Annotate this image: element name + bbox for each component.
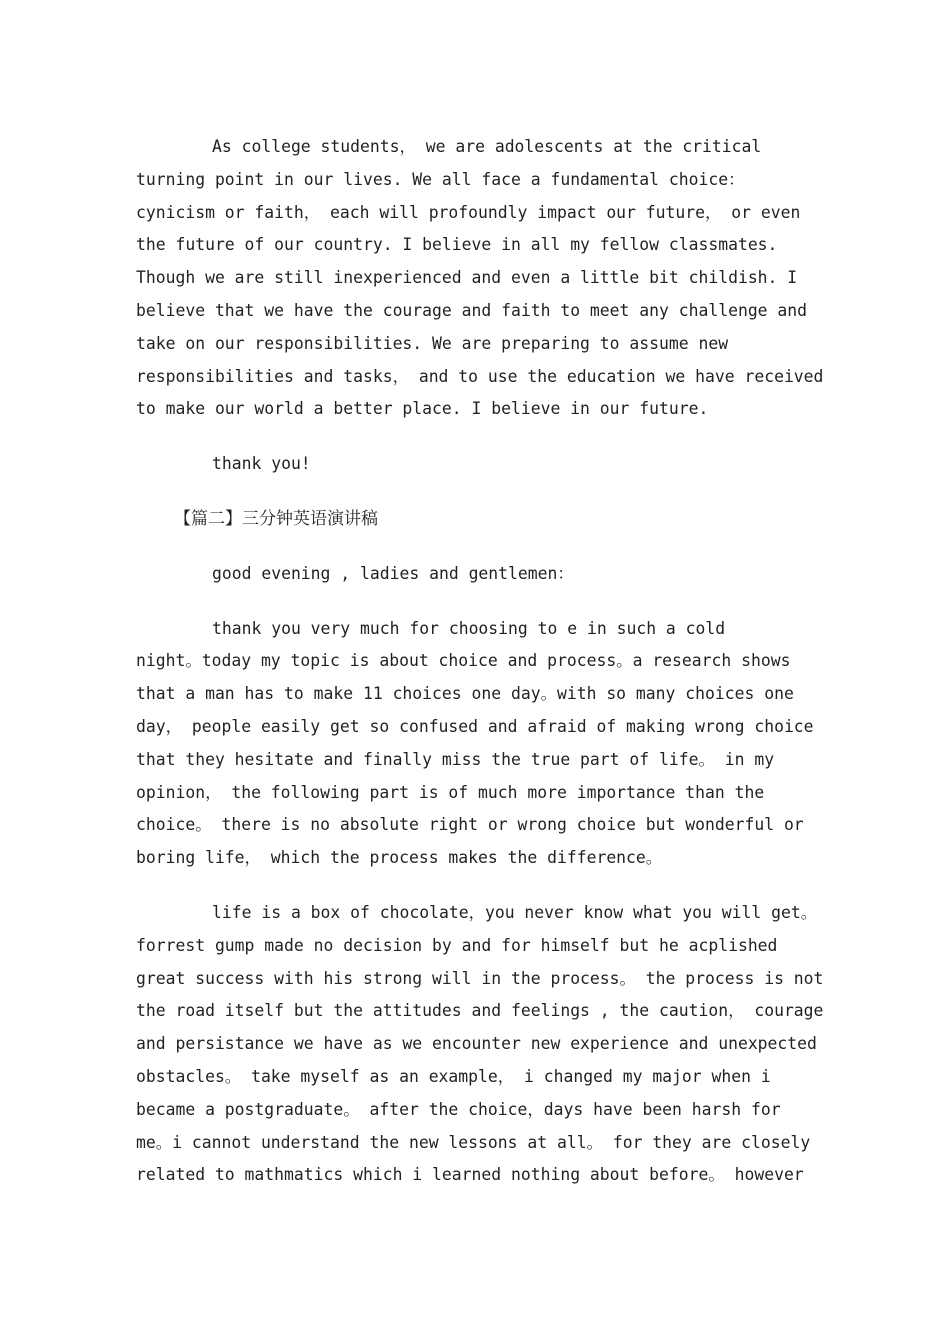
paragraph-choice-and-process: thank you very much for choosing to e in such a cold night。today my topic is about choice and process。a research shows that a man has to make 11 choices one day。with so many choices one day， people easily get so confused and afraid of making wrong choice that they hesitate and finally miss the true part of life。 in my opinion， the following part is of much more importance than the choice。 there is no absolute right or wrong choice but wonderful or boring life， which the process makes the difference。 xyxy=(136,618,814,868)
paragraph-thank-you: thank you! xyxy=(212,454,311,474)
paragraph-college-students: As college students， we are adolescents at the critical turning point in our lives. We all face a fundamental choice： cynicism or faith， each will profoundly impact our future， or even the future of our country. I believe in all my fellow classmates. Though we are still inexperienced and even a little bit childish. I believe that we have the courage and faith to meet any challenge and take on our responsibilities. We are preparing to assume new responsibilities and tasks， and to use the education we have received to make our world a better place. I believe in our future. xyxy=(136,137,824,419)
paragraph-greeting: good evening , ladies and gentlemen： xyxy=(212,563,574,583)
paragraph-box-of-chocolate: life is a box of chocolate，you never know what you will get。 forrest gump made no decision by and for himself but he acplished great success with his strong will in the process。 the process is not the road itself but the attitudes and feelings , the caution， courage and persistance we have as we encounter new experience and unexpected obstacles。 take myself as an example， i changed my major when i became a postgraduate。 after the choice，days have been harsh for me。i cannot understand the new lessons at all。 for they are closely related to mathmatics which i learned nothing about before。 however xyxy=(136,902,824,1185)
document-body xyxy=(136,131,826,1214)
section-heading: 【篇二】三分钟英语演讲稿 xyxy=(174,508,378,529)
